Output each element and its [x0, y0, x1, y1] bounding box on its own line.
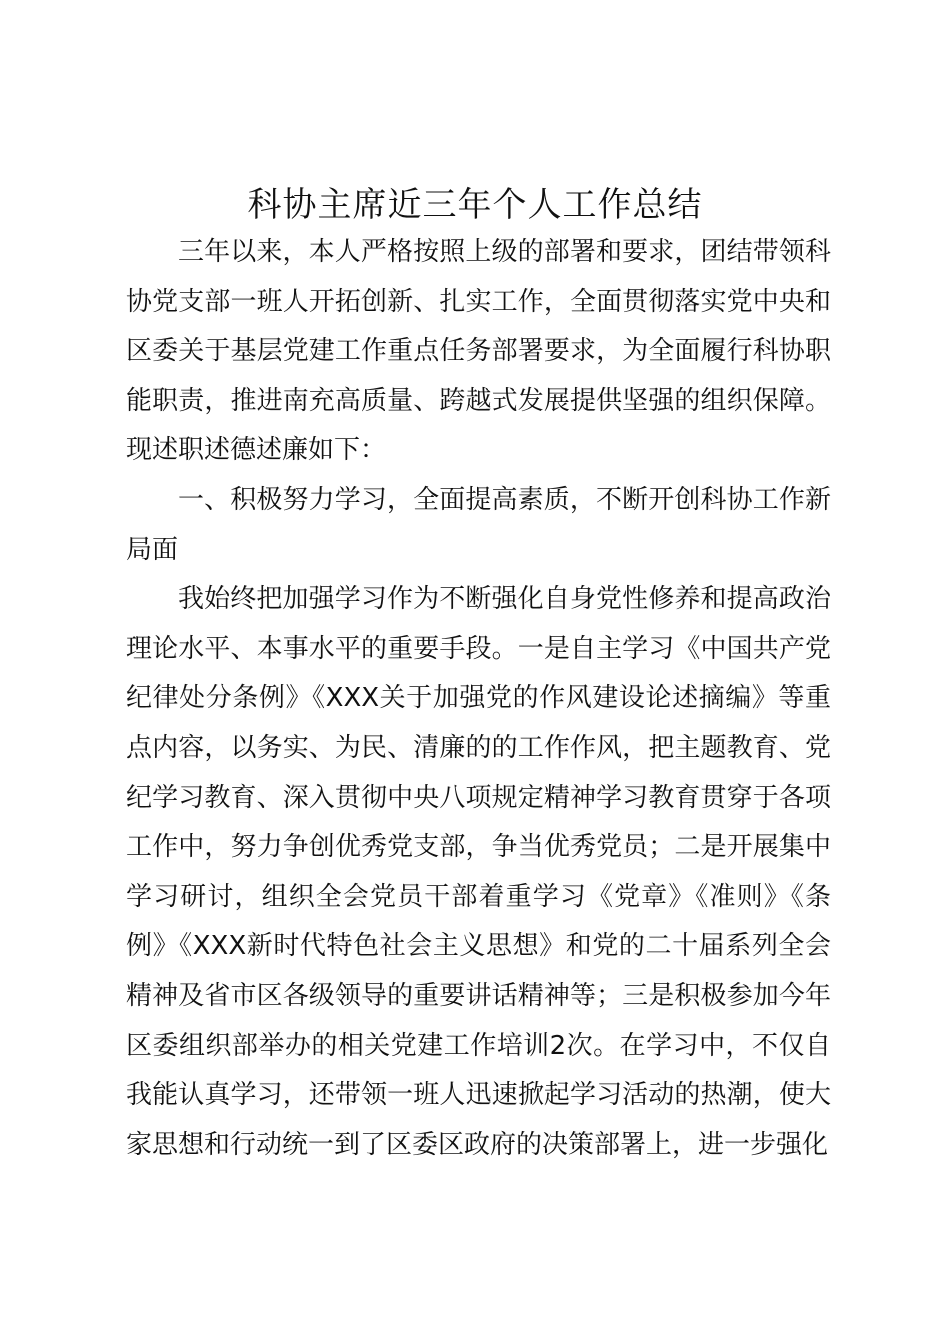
document-title: 科协主席近三年个人工作总结: [247, 185, 703, 225]
paragraph-section-heading: 一、积极努力学习，全面提高素质，不断开创科协工作新局面: [126, 484, 831, 565]
paragraph-study: 我始终把加强学习作为不断强化自身党性修养和提高政治理论水平、本事水平的重要手段。一是自主学习《中国共产党纪律处分条例》《XXX关于加强党的作风建设论述摘编》等重点内容，以务实、为民、清廉的的工作作风，把主题教育、党纪学习教育、深入贯彻中央八项规定精神学习教育贯穿于各项工作中，努力争创优秀党支部，争当优秀党员；二是开展集中学习研讨，组织全会党员干部着重学习《党章》《准则》《条例》《XXX新时代特色社会主义思想》和党的二十届系列全会精神及省市区各级领导的重要讲话精神等；三是积极参加今年区委组织部举办的相关党建工作培训2次。在学习中，不仅自我能认真学习，还带领一班人迅速掀起学习活动的热潮，使大家思想和行动统一到了区委区政府的决策部署上，进一步强化: [126, 584, 831, 1160]
document-body: [126, 228, 831, 1170]
paragraph-intro: 三年以来，本人严格按照上级的部署和要求，团结带领科协党支部一班人开拓创新、扎实工作，全面贯彻落实党中央和区委关于基层党建工作重点任务部署要求，为全面履行科协职能职责，推进南充高质量、跨越式发展提供坚强的组织保障。现述职述德述廉如下：: [126, 237, 831, 466]
